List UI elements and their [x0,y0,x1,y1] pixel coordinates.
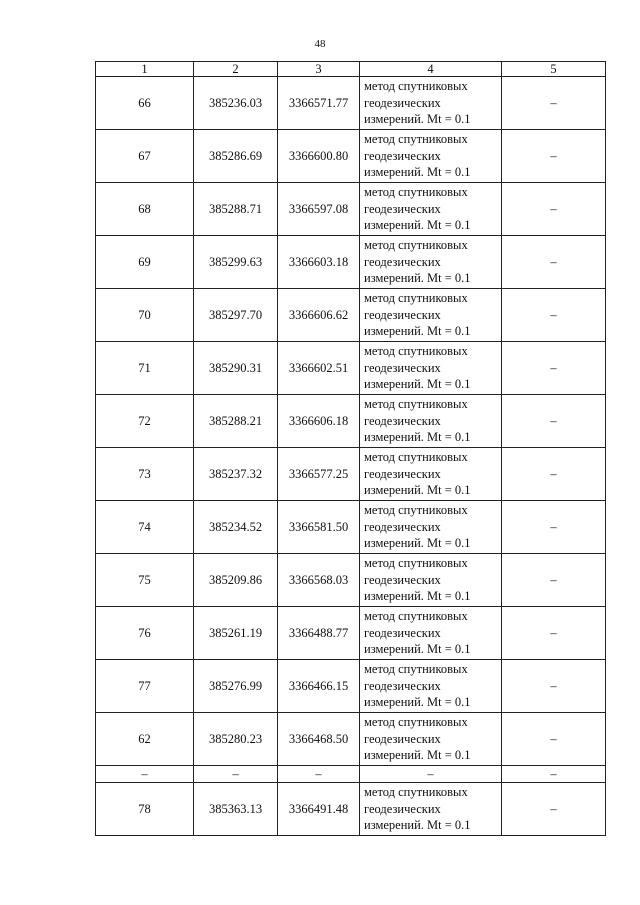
method-text-line: геодезических [364,678,441,693]
point-number-cell: 70 [96,289,194,342]
method-cell [360,130,502,183]
method-text-line: метод спутниковых [364,450,468,465]
y-coordinate-cell: 3366597.08 [278,183,360,236]
method-cell [360,501,502,554]
page-number: 48 [314,38,326,50]
method-text-line: измерений. Mt = 0.1 [364,642,471,657]
y-coordinate-cell: 3366606.62 [278,289,360,342]
method-text-line: измерений. Mt = 0.1 [364,818,471,833]
gap-dash-cell: – [502,766,606,783]
table-row [96,236,606,289]
table-row [96,395,606,448]
method-text-line: геодезических [364,360,441,375]
x-coordinate-cell: 385209.86 [194,554,278,607]
x-coordinate-cell: 385237.32 [194,448,278,501]
point-number-cell: 62 [96,713,194,766]
method-text-line: измерений. Mt = 0.1 [364,112,471,127]
y-coordinate-cell: 3366466.15 [278,660,360,713]
method-text-line: геодезических [364,413,441,428]
method-cell [360,236,502,289]
x-coordinate-cell: 385288.21 [194,395,278,448]
y-coordinate-cell: 3366488.77 [278,607,360,660]
x-coordinate-cell: 385297.70 [194,289,278,342]
note-cell: – [502,77,606,130]
point-number-cell: 67 [96,130,194,183]
method-text-line: геодезических [364,201,441,216]
method-text-line: геодезических [364,625,441,640]
note-cell: – [502,448,606,501]
y-coordinate-cell: 3366468.50 [278,713,360,766]
table-row [96,713,606,766]
x-coordinate-cell: 385234.52 [194,501,278,554]
method-cell [360,183,502,236]
table-header-row [96,62,606,77]
y-coordinate-cell: 3366571.77 [278,77,360,130]
method-text-line: метод спутниковых [364,609,468,624]
note-cell: – [502,660,606,713]
method-text-line: метод спутниковых [364,503,468,518]
point-number-cell: 74 [96,501,194,554]
x-coordinate-cell: 385286.69 [194,130,278,183]
note-cell: – [502,607,606,660]
note-cell: – [502,395,606,448]
method-text-line: измерений. Mt = 0.1 [364,218,471,233]
method-text-line: метод спутниковых [364,556,468,571]
column-header-4: 4 [360,62,502,77]
note-cell: – [502,130,606,183]
method-text-line: геодезических [364,148,441,163]
point-number-cell: 75 [96,554,194,607]
table-row [96,342,606,395]
x-coordinate-cell: 385363.13 [194,783,278,836]
method-text-line: метод спутниковых [364,715,468,730]
coordinates-table-body [96,62,606,836]
method-cell [360,77,502,130]
method-text-line: геодезических [364,466,441,481]
gap-dash-cell: – [360,766,502,783]
gap-dash-cell: – [194,766,278,783]
method-cell [360,554,502,607]
method-text-line: измерений. Mt = 0.1 [364,695,471,710]
x-coordinate-cell: 385276.99 [194,660,278,713]
table-row [96,607,606,660]
note-cell: – [502,554,606,607]
table-row [96,501,606,554]
y-coordinate-cell: 3366606.18 [278,395,360,448]
x-coordinate-cell: 385236.03 [194,77,278,130]
y-coordinate-cell: 3366600.80 [278,130,360,183]
method-cell [360,713,502,766]
note-cell: – [502,342,606,395]
note-cell: – [502,289,606,342]
table-row [96,783,606,836]
note-cell: – [502,783,606,836]
coordinates-table [95,61,606,836]
method-text-line: метод спутниковых [364,662,468,677]
method-cell [360,342,502,395]
method-text-line: геодезических [364,307,441,322]
point-number-cell: 68 [96,183,194,236]
column-header-3: 3 [278,62,360,77]
method-text-line: измерений. Mt = 0.1 [364,271,471,286]
gap-dash-cell: – [278,766,360,783]
method-text-line: метод спутниковых [364,185,468,200]
method-text-line: метод спутниковых [364,238,468,253]
table-row [96,183,606,236]
gap-dash-cell: – [96,766,194,783]
table-gap-row [96,766,606,783]
point-number-cell: 69 [96,236,194,289]
method-cell [360,289,502,342]
method-cell [360,395,502,448]
method-cell [360,783,502,836]
method-text-line: метод спутниковых [364,344,468,359]
column-header-1: 1 [96,62,194,77]
table-row [96,289,606,342]
y-coordinate-cell: 3366581.50 [278,501,360,554]
method-text-line: геодезических [364,519,441,534]
table-row [96,77,606,130]
method-text-line: геодезических [364,731,441,746]
x-coordinate-cell: 385299.63 [194,236,278,289]
method-text-line: геодезических [364,801,441,816]
method-text-line: измерений. Mt = 0.1 [364,430,471,445]
point-number-cell: 77 [96,660,194,713]
y-coordinate-cell: 3366603.18 [278,236,360,289]
y-coordinate-cell: 3366568.03 [278,554,360,607]
point-number-cell: 66 [96,77,194,130]
point-number-cell: 78 [96,783,194,836]
note-cell: – [502,501,606,554]
table-row [96,554,606,607]
table-row [96,660,606,713]
x-coordinate-cell: 385280.23 [194,713,278,766]
table-row [96,448,606,501]
method-text-line: геодезических [364,572,441,587]
method-text-line: измерений. Mt = 0.1 [364,377,471,392]
method-text-line: метод спутниковых [364,79,468,94]
method-cell [360,660,502,713]
column-header-2: 2 [194,62,278,77]
method-text-line: измерений. Mt = 0.1 [364,324,471,339]
point-number-cell: 73 [96,448,194,501]
note-cell: – [502,236,606,289]
y-coordinate-cell: 3366491.48 [278,783,360,836]
method-text-line: метод спутниковых [364,785,468,800]
method-text-line: метод спутниковых [364,397,468,412]
method-text-line: метод спутниковых [364,291,468,306]
y-coordinate-cell: 3366602.51 [278,342,360,395]
y-coordinate-cell: 3366577.25 [278,448,360,501]
method-text-line: измерений. Mt = 0.1 [364,536,471,551]
point-number-cell: 71 [96,342,194,395]
method-text-line: измерений. Mt = 0.1 [364,748,471,763]
method-text-line: измерений. Mt = 0.1 [364,483,471,498]
x-coordinate-cell: 385261.19 [194,607,278,660]
note-cell: – [502,713,606,766]
table-row [96,130,606,183]
method-cell [360,607,502,660]
x-coordinate-cell: 385290.31 [194,342,278,395]
method-text-line: метод спутниковых [364,132,468,147]
point-number-cell: 72 [96,395,194,448]
method-cell [360,448,502,501]
x-coordinate-cell: 385288.71 [194,183,278,236]
method-text-line: геодезических [364,254,441,269]
method-text-line: геодезических [364,95,441,110]
point-number-cell: 76 [96,607,194,660]
method-text-line: измерений. Mt = 0.1 [364,165,471,180]
column-header-5: 5 [502,62,606,77]
note-cell: – [502,183,606,236]
method-text-line: измерений. Mt = 0.1 [364,589,471,604]
